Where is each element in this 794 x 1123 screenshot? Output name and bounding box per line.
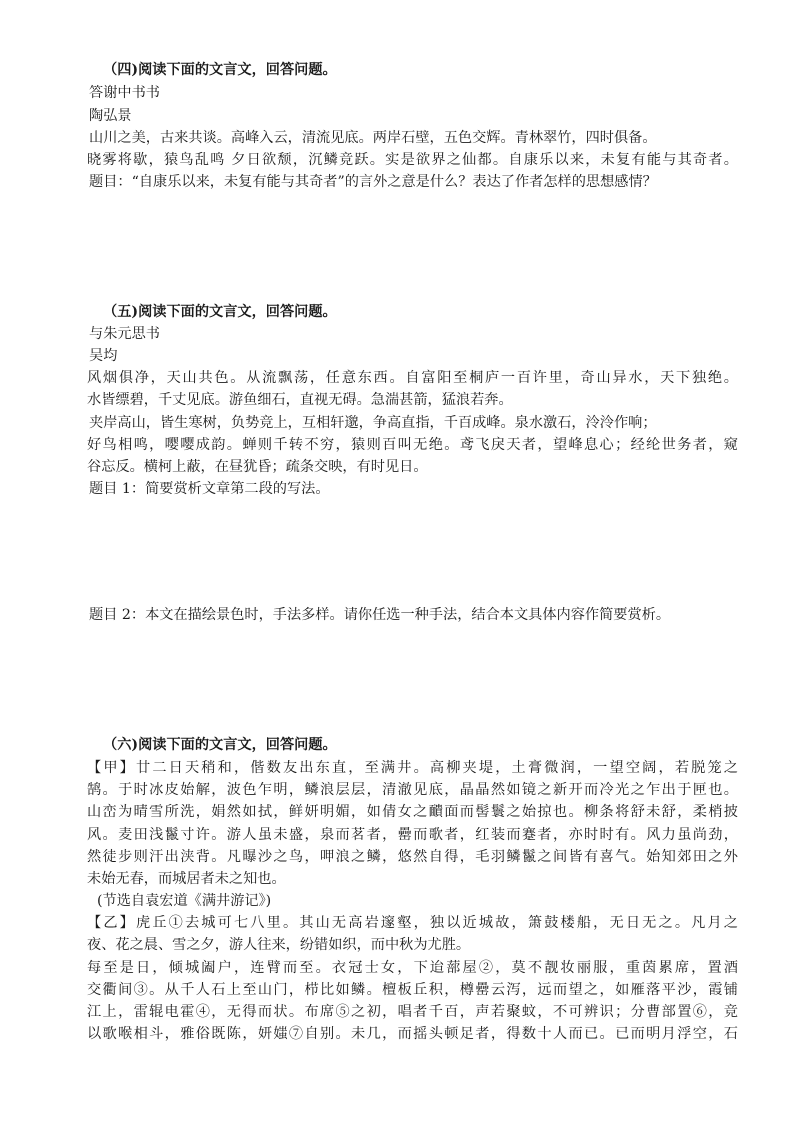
section-4-paragraph: 山川之美，古来共谈。高峰入云，清流见底。两岸石壁，五色交辉。青林翠竹，四时俱备。 [89, 130, 657, 146]
section-6-heading: （六)阅读下面的文言文，回答问题。 [103, 737, 337, 753]
section-6-jia-line-3: 山峦为晴雪所洗，娟然如拭，鲜妍明媚，如倩女之靧面而髻鬟之始掠也。柳条将舒未舒，柔梢披 [87, 804, 738, 820]
section-6-jia-line-6: 未始无春，而城居者未之知也。 [87, 871, 286, 887]
section-5-line-4: 好鸟相鸣，嘤嘤成韵。蝉则千转不穷，猿则百叫无绝。鸢飞戾天者，望峰息心；经纶世务者，窥 [87, 437, 738, 453]
section-6-jia-line-4: 风。麦田浅鬣寸许。游人虽未盛，泉而茗者，罍而歌者，红装而蹇者，亦时时有。风力虽尚劲， [87, 827, 738, 843]
section-6-jia-line-1: 【甲】廿二日天稍和，偕数友出东直，至满井。高柳夹堤，土膏微润，一望空阔，若脱笼之 [87, 760, 738, 776]
section-4-title: 答谢中书书 [89, 85, 160, 101]
section-6-yi-line-4: 交衢间③。从千人石上至山门，栉比如鳞。檀板丘积，樽罍云泻，远而望之，如雁落平沙，霞铺 [87, 982, 738, 998]
section-6-yi-line-5: 江上，雷辊电霍④，无得而状。布席⑤之初，唱者千百，声若聚蚊，不可辨识；分曹部置⑥，竞 [87, 1004, 738, 1020]
section-6-yi-line-1: 【乙】虎丘①去城可七八里。其山无高岩邃壑，独以近城故，箫鼓楼船，无日无之。凡月之 [87, 915, 738, 931]
section-5-line-1: 风烟俱净，天山共色。从流飘荡，任意东西。自富阳至桐庐一百许里，奇山异水，天下独绝。 [87, 370, 738, 386]
section-5-title: 与朱元思书 [89, 326, 160, 342]
section-5-heading: （五)阅读下面的文言文，回答问题。 [103, 304, 337, 320]
section-4-paragraph-cont: 晓雾将歇，猿鸟乱鸣 夕日欲颓，沉鳞竞跃。实是欲界之仙都。自康乐以来，未复有能与其奇者。 [87, 152, 738, 168]
section-6-source: (节选自袁宏道《满井游记》) [97, 893, 272, 909]
section-5-question-1: 题目 1：简要赏析文章第二段的写法。 [89, 481, 330, 497]
section-5-line-5: 谷忘反。横柯上蔽，在昼犹昏；疏条交映，有时见日。 [87, 459, 428, 475]
section-6-yi-line-6: 以歌喉相斗，雅俗既陈，妍媸⑦自别。未几，而摇头顿足者，得数十人而已。已而明月浮空，石 [87, 1026, 738, 1042]
section-6-yi-line-3: 每至是日，倾城阖户，连臂而至。衣冠士女，下迨蔀屋②，莫不靓妆丽服，重茵累席，置酒 [87, 960, 738, 976]
section-5-question-2: 题目 2：本文在描绘景色时，手法多样。请你任选一种手法，结合本文具体内容作简要赏析。 [89, 607, 671, 623]
section-4-author: 陶弘景 [89, 108, 132, 124]
section-6-jia-line-2: 鹄。于时冰皮始解，波色乍明，鳞浪层层，清澈见底，晶晶然如镜之新开而冷光之乍出于匣也。 [87, 782, 738, 798]
section-6-yi-line-2: 夜、花之晨、雪之夕，游人往来，纷错如织，而中秋为尤胜。 [87, 937, 471, 953]
section-6-jia-line-5: 然徒步则汗出浃背。凡曝沙之鸟，呷浪之鳞，悠然自得，毛羽鳞鬣之间皆有喜气。始知郊田之外 [87, 849, 738, 865]
section-5-line-2: 水皆缥碧，千丈见底。游鱼细石，直视无碍。急湍甚箭，猛浪若奔。 [87, 392, 513, 408]
section-4-question: 题目：“自康乐以来，未复有能与其奇者”的言外之意是什么？表达了作者怎样的思想感情？ [89, 174, 657, 190]
section-5-line-3: 夹岸高山，皆生寒树，负势竞上，互相轩邈，争高直指，千百成峰。泉水激石，泠泠作响； [89, 415, 657, 431]
section-5-author: 吴均 [89, 348, 118, 364]
section-4-heading: （四)阅读下面的文言文，回答问题。 [103, 62, 337, 78]
